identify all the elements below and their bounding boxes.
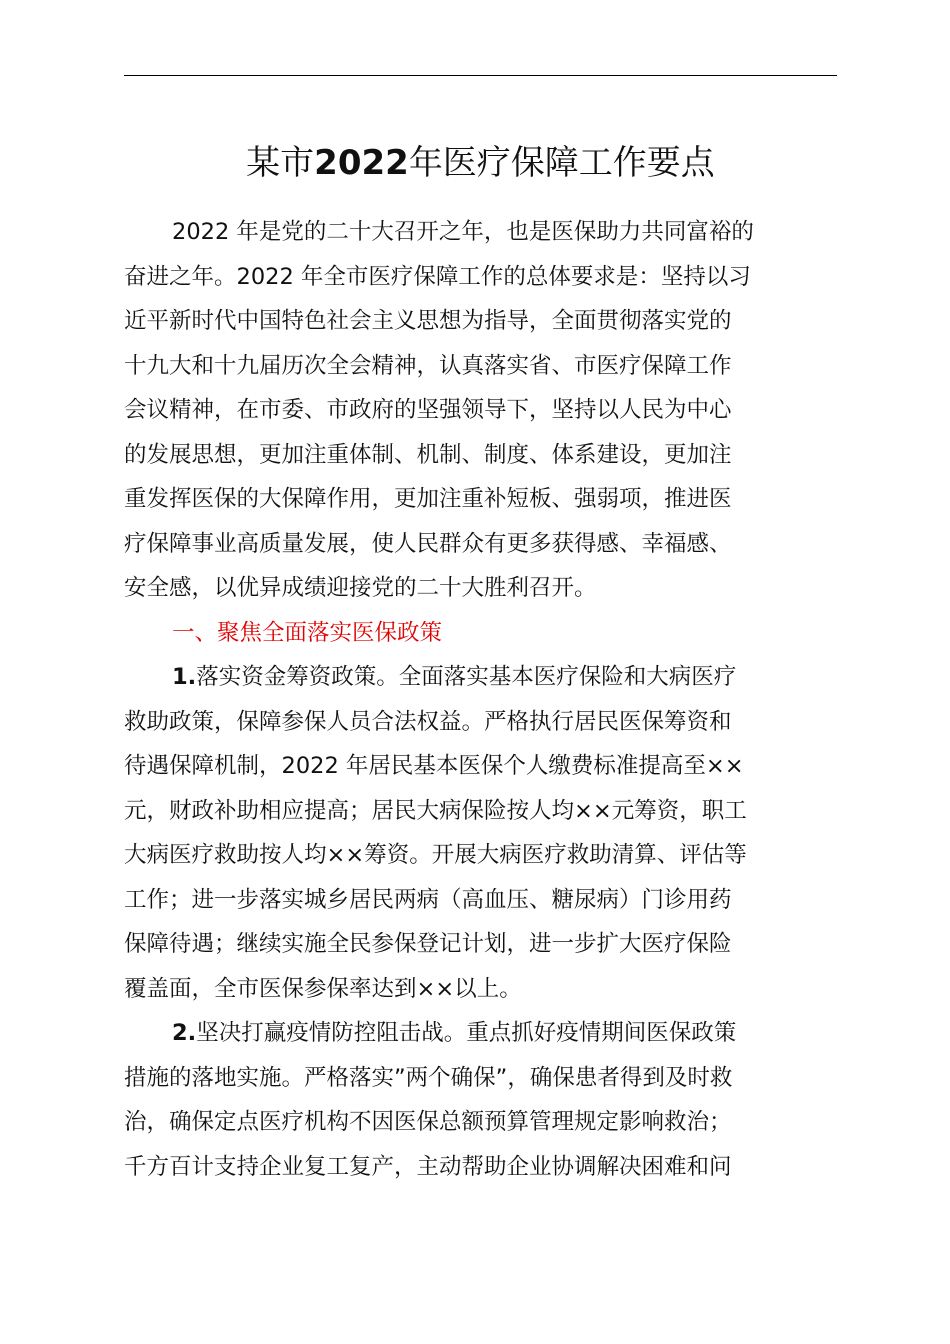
paragraph-line: 措施的落地实施。严格落实”两个确保”，确保患者得到及时救	[124, 1064, 733, 1091]
paragraph-line: 十九大和十九届历次全会精神，认真落实省、市医疗保障工作	[124, 352, 732, 379]
title-suffix: 年医疗保障工作要点	[408, 143, 715, 183]
title-prefix: 某市	[246, 143, 315, 183]
paragraph-line: 待遇保障机制，2022 年居民基本医保个人缴费标准提高至××	[124, 753, 744, 779]
paragraph-line: 覆盖面，全市医保参保率达到××以上。	[124, 975, 522, 1002]
item-text: 落实资金筹资政策。全面落实基本医疗保险和大病医疗	[196, 664, 737, 690]
item-number: 1.	[172, 664, 197, 690]
paragraph-line: 重发挥医保的大保障作用，更加注重补短板、强弱项，推进医	[124, 486, 732, 512]
paragraph-line: 2022 年是党的二十大召开之年，也是医保助力共同富裕的	[172, 219, 754, 245]
paragraph-line: 近平新时代中国特色社会主义思想为指导，全面贯彻落实党的	[124, 308, 732, 334]
paragraph-line: 疗保障事业高质量发展，使人民群众有更多获得感、幸福感、	[124, 530, 732, 557]
intro-paragraph	[124, 210, 837, 611]
document-body	[124, 210, 837, 1189]
title-year: 2022	[314, 143, 409, 183]
paragraph-line: 救助政策，保障参保人员合法权益。严格执行居民医保筹资和	[124, 708, 732, 735]
paragraph-line: 千方百计支持企业复工复产，主动帮助企业协调解决困难和问	[124, 1153, 732, 1180]
paragraph-line: 安全感，以优异成绩迎接党的二十大胜利召开。	[124, 575, 597, 601]
paragraph-line: 元，财政补助相应提高；居民大病保险按人均××元筹资，职工	[124, 797, 747, 824]
item-number: 2.	[172, 1020, 197, 1046]
paragraph-line: 会议精神，在市委、市政府的坚强领导下，坚持以人民为中心	[124, 397, 732, 423]
document-title	[124, 140, 837, 186]
paragraph-line	[124, 1011, 837, 1056]
item-text: 坚决打赢疫情防控阻击战。重点抓好疫情期间医保政策	[196, 1020, 737, 1046]
paragraph-line: 治，确保定点医疗机构不因医保总额预算管理规定影响救治；	[124, 1109, 732, 1135]
item-1-paragraph	[124, 655, 837, 1011]
paragraph-line: 的发展思想，更加注重体制、机制、制度、体系建设，更加注	[124, 441, 732, 468]
paragraph-line: 工作；进一步落实城乡居民两病（高血压、糖尿病）门诊用药	[124, 886, 732, 913]
paragraph-line	[124, 655, 837, 700]
paragraph-line: 保障待遇；继续实施全民参保登记计划，进一步扩大医疗保险	[124, 931, 732, 957]
section-heading: 一、聚焦全面落实医保政策	[172, 619, 443, 646]
paragraph-line: 大病医疗救助按人均××筹资。开展大病医疗救助清算、评估等	[124, 842, 747, 868]
header-rule	[124, 75, 837, 76]
item-2-paragraph	[124, 1011, 837, 1189]
paragraph-line: 奋进之年。2022 年全市医疗保障工作的总体要求是：坚持以习	[124, 263, 751, 290]
